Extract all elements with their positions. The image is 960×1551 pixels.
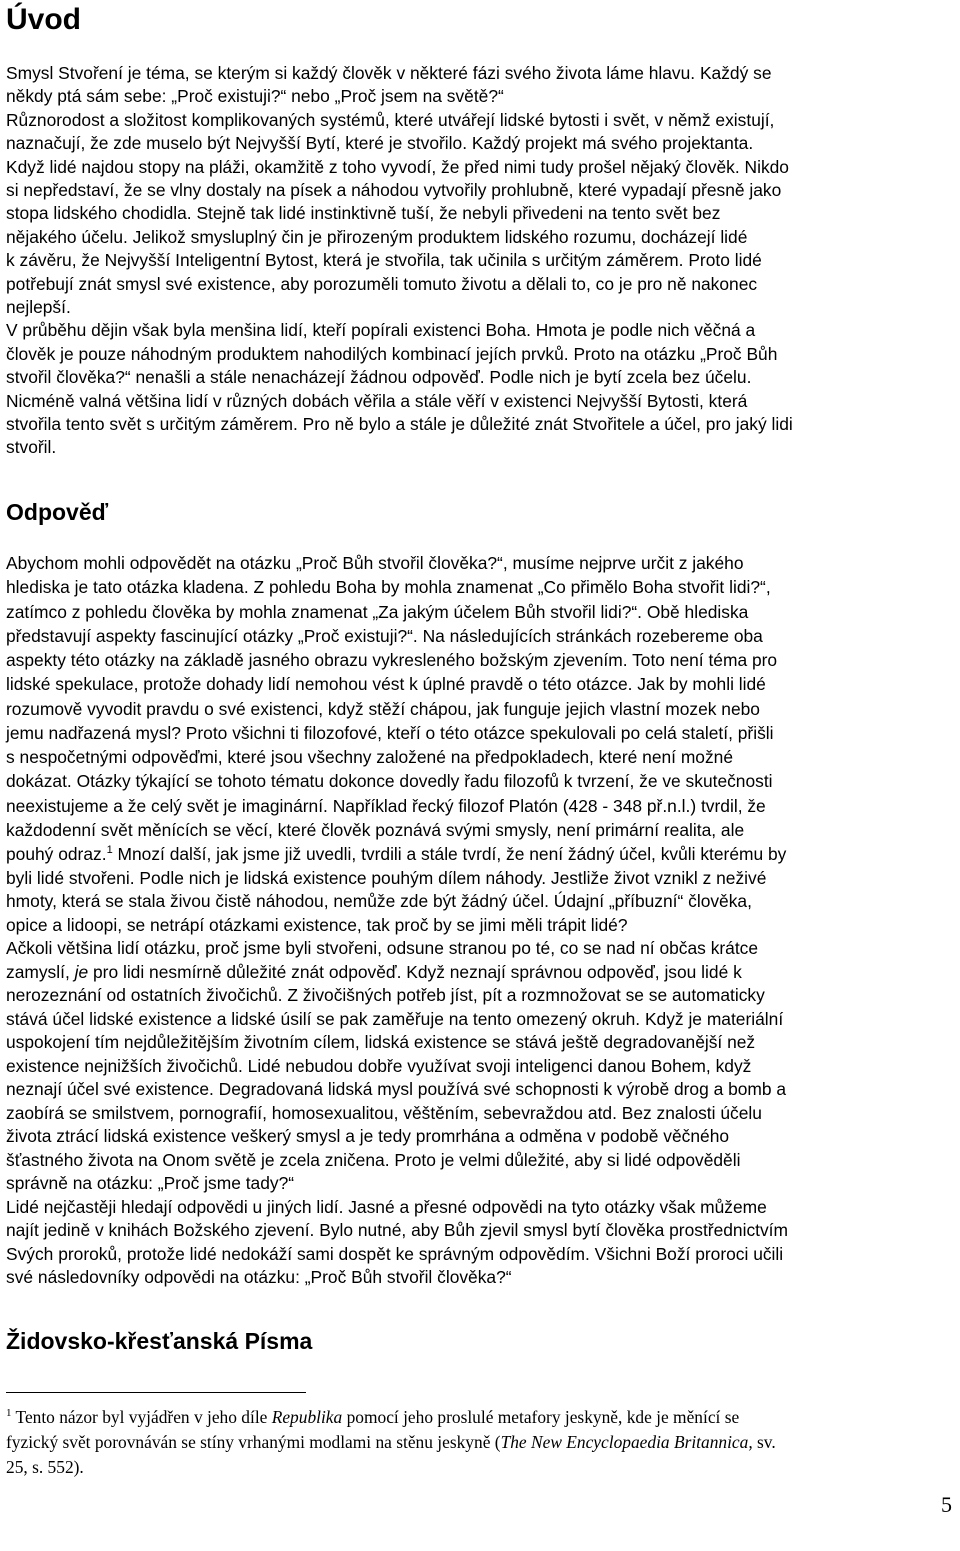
paragraph-line: stvořil člověka?“ nenašli a stále nenacházejí žádnou odpověď. Podle nich je bytí zcela bez účelu.: [6, 367, 752, 388]
footnote-ref-mark[interactable]: 1: [106, 844, 113, 857]
paragraph-line: V průběhu dějin však byla menšina lidí, kteří popírali existenci Boha. Hmota je podle nich věčná a: [6, 320, 756, 341]
emphasis-je: je: [74, 961, 89, 982]
paragraph-line: Různorodost a složitost komplikovaných systémů, které utvářejí lidské bytosti i svět, v němž existují,: [6, 109, 775, 130]
footnote-text: sv.: [752, 1432, 776, 1452]
footnote-line: [6, 1430, 954, 1455]
footnote-source-italic: The New Encyclopaedia Britannica,: [500, 1432, 753, 1452]
footnote-text: fyzický svět porovnáván se stíny vrhanými modlami na stěnu jeskyně (: [6, 1432, 501, 1452]
heading-odpoved: Odpověď: [6, 499, 109, 525]
paragraph-line: s nespočetnými odpověďmi, které jsou všechny založené na předpokladech, které není možné: [6, 747, 734, 767]
paragraph-line-italic-je: [6, 961, 954, 985]
paragraph-line: šťastného života na Onom světě je zcela zničena. Proto je velmi důležité, aby si lidé odpověděli: [6, 1149, 741, 1170]
paragraph-line: stopa lidského chodidla. Stejně tak lidé instinktivně tuší, že nebyli přivedeni na tento svět bez: [6, 203, 721, 224]
paragraph-line: hmoty, která se stala živou čistě náhodou, nemůže zde být žádný účel. Údajní „příbuzní“ člověka,: [6, 891, 752, 911]
heading-pisma: Židovsko-křesťanská Písma: [6, 1328, 313, 1354]
paragraph-line: stává účel lidské existence a lidské úsilí se pak zaměřuje na tento omezený okruh. Když je materiální: [6, 1008, 784, 1029]
footnote-line: [6, 1405, 954, 1430]
paragraph-line: neexistujeme a že celý svět je imaginární. Například řecký filozof Platón (428 - 348 př.n.l.) tvrdil, že: [6, 795, 766, 816]
paragraph-line: byli lidé stvořeni. Podle nich je lidská existence pouhým dílem náhody. Jestliže život vznikl z neživé: [6, 867, 767, 888]
paragraph-line: nerozeznání od ostatních živočichů. Z živočišných potřeb jíst, pít a rozmnožovat se se automaticky: [6, 985, 765, 1005]
paragraph-line: nějakého účelu. Jelikož smysluplný čin je přirozeným produktem lidského rozumu, docházejí lidé: [6, 226, 748, 247]
paragraph-line: nejlepší.: [6, 297, 71, 317]
heading-uvod: Úvod: [6, 3, 81, 36]
text-after-footnote: Mnozí další, jak jsme již uvedli, tvrdili a stále tvrdí, že není žádný účel, kvůli kterému by: [112, 844, 787, 864]
paragraph-line: představují aspekty fascinující otázky „Proč existuji?“. Na následujících stránkách rozebereme oba: [6, 625, 763, 646]
text-before-footnote: pouhý odraz.: [6, 844, 107, 864]
paragraph-line: Abychom mohli odpovědět na otázku „Proč Bůh stvořil člověka?“, musíme nejprve určit z jakého: [6, 553, 744, 573]
paragraph-line: stvořila tento svět s určitým záměrem. Pro ně bylo a stále je důležité znát Stvořitele a účel, pro jaký lidi: [6, 414, 793, 434]
footnote-line: 25, s. 552).: [6, 1457, 84, 1477]
paragraph-line: aspekty této otázky na základě jasného obrazu vykresleného božským zjevením. Toto není téma pro: [6, 650, 778, 670]
footnote-divider: [6, 1392, 306, 1393]
paragraph-line: hlediska je tato otázka kladena. Z pohledu Boha by mohla znamenat „Co přimělo Boha stvořit lidi?“,: [6, 577, 771, 598]
paragraph-line-footnote-ref: [6, 843, 954, 867]
paragraph-line: Nicméně valná většina lidí v různých dobách věřila a stále věří v existenci Nejvyšší Bytosti, která: [6, 390, 748, 411]
paragraph-line: Lidé nejčastěji hledají odpovědi u jiných lidí. Jasné a přesné odpovědi na tyto otázky však můžeme: [6, 1196, 767, 1217]
paragraph-line: Svých proroků, protože lidé nedokáží sami dospět ke správným odpovědím. Všichni Boží proroci učili: [6, 1243, 784, 1264]
paragraph-line: někdy ptá sám sebe: „Proč existuji?“ nebo „Proč jsem na světě?“: [6, 86, 504, 107]
paragraph-line: existence nejnižších živočichů. Lidé nebudou dobře využívat svoji inteligenci danou Bohem, když: [6, 1055, 752, 1076]
paragraph-line: k závěru, že Nejvyšší Inteligentní Bytost, která je stvořila, tak učinila s určitým záměrem. Proto lidé: [6, 250, 762, 271]
paragraph-line: opice a lidoopi, se netrápí otázkami existence, tak proč by se jimi měli trápit lidé?: [6, 914, 628, 935]
footnote-title-italic: Republika: [271, 1407, 343, 1427]
paragraph-line: rozumově vyvodit pravdu o své existenci, když stěží chápou, jak funguje jejich vlastní mozek nebo: [6, 698, 760, 719]
paragraph-line: uspokojení tím nejdůležitějším životním cílem, lidská existence se stává ještě degradovanější než: [6, 1032, 756, 1052]
paragraph-line: neznají účel své existence. Degradovaná lidská mysl používá své schopnosti k výrobě drog a bomb a: [6, 1079, 787, 1099]
text-after-italic: pro lidi nesmírně důležité znát odpověď. Když neznají správnou odpověď, jsou lidé k: [88, 961, 742, 982]
paragraph-line: potřebují znát smysl své existence, aby porozuměli tomuto životu a dělali to, co je pro ně nakonec: [6, 273, 758, 294]
footnote-text: Tento názor byl vyjádřen v jeho díle: [11, 1407, 272, 1427]
paragraph-line: Smysl Stvoření je téma, se kterým si každý člověk v některé fázi svého života láme hlavu. Každý se: [6, 63, 772, 83]
page-number: 5: [941, 1492, 952, 1517]
paragraph-line: každodenní svět měnících se věcí, které člověk poznává svými smysly, není primární realita, ale: [6, 819, 745, 840]
paragraph-line: jemu nadřazená mysl? Proto všichni ti filozofové, kteří o této otázce spekulovali po celá staletí, přišli: [6, 722, 774, 743]
paragraph-line: dokázat. Otázky týkající se tohoto tématu dokonce dovedly řadu filozofů k tvrzení, že ve skutečnosti: [6, 771, 773, 792]
paragraph-line: najít jedině v knihách Božského zjevení. Bylo nutné, aby Bůh zjevil smysl bytí člověka prostřednictvím: [6, 1220, 788, 1240]
footnote-mark: 1: [6, 1407, 12, 1420]
paragraph-line: si nepředstaví, že se vlny dostaly na písek a náhodou vytvořily prohlubně, které vypadají přesně jako: [6, 180, 782, 200]
paragraph-line: správně na otázku: „Proč jsme tady?“: [6, 1173, 295, 1193]
paragraph-line: života ztrácí lidská existence veškerý smysl a je tedy promrhána a odměna v podobě věčného: [6, 1126, 730, 1146]
paragraph-line: své následovníky odpovědi na otázku: „Proč Bůh stvořil člověka?“: [6, 1267, 512, 1287]
paragraph-line: lidské spekulace, protože dohady lidí nemohou vést k úplné pravdě o této otázce. Jak by mohli lidé: [6, 674, 766, 695]
paragraph-line: zaobírá se smilstvem, pornografií, homosexualitou, věštěním, sebevraždou atd. Bez znalosti účelu: [6, 1102, 762, 1123]
paragraph-line: člověk je pouze náhodným produktem nahodilých kombinací jejích prvků. Proto na otázku „Proč Bůh: [6, 343, 778, 364]
paragraph-line: naznačují, že zde muselo být Nejvyšší Bytí, které je stvořilo. Každý projekt má svého projektanta.: [6, 133, 754, 154]
text-before-italic: zamyslí,: [6, 961, 75, 982]
paragraph-line: Když lidé najdou stopy na pláži, okamžitě z toho vyvodí, že před nimi tudy prošel nějaký člověk. Nikdo: [6, 156, 789, 177]
paragraph-line: stvořil.: [6, 437, 57, 458]
paragraph-line: zatímco z pohledu člověka by mohla znamenat „Za jakým účelem Bůh stvořil lidi?“. Obě hlediska: [6, 601, 749, 622]
footnote-text: pomocí jeho proslulé metafory jeskyně, kde je měnící se: [342, 1407, 740, 1427]
paragraph-line: Ačkoli většina lidí otázku, proč jsme byli stvořeni, odsune stranou po té, co se nad ní občas krátce: [6, 938, 759, 958]
